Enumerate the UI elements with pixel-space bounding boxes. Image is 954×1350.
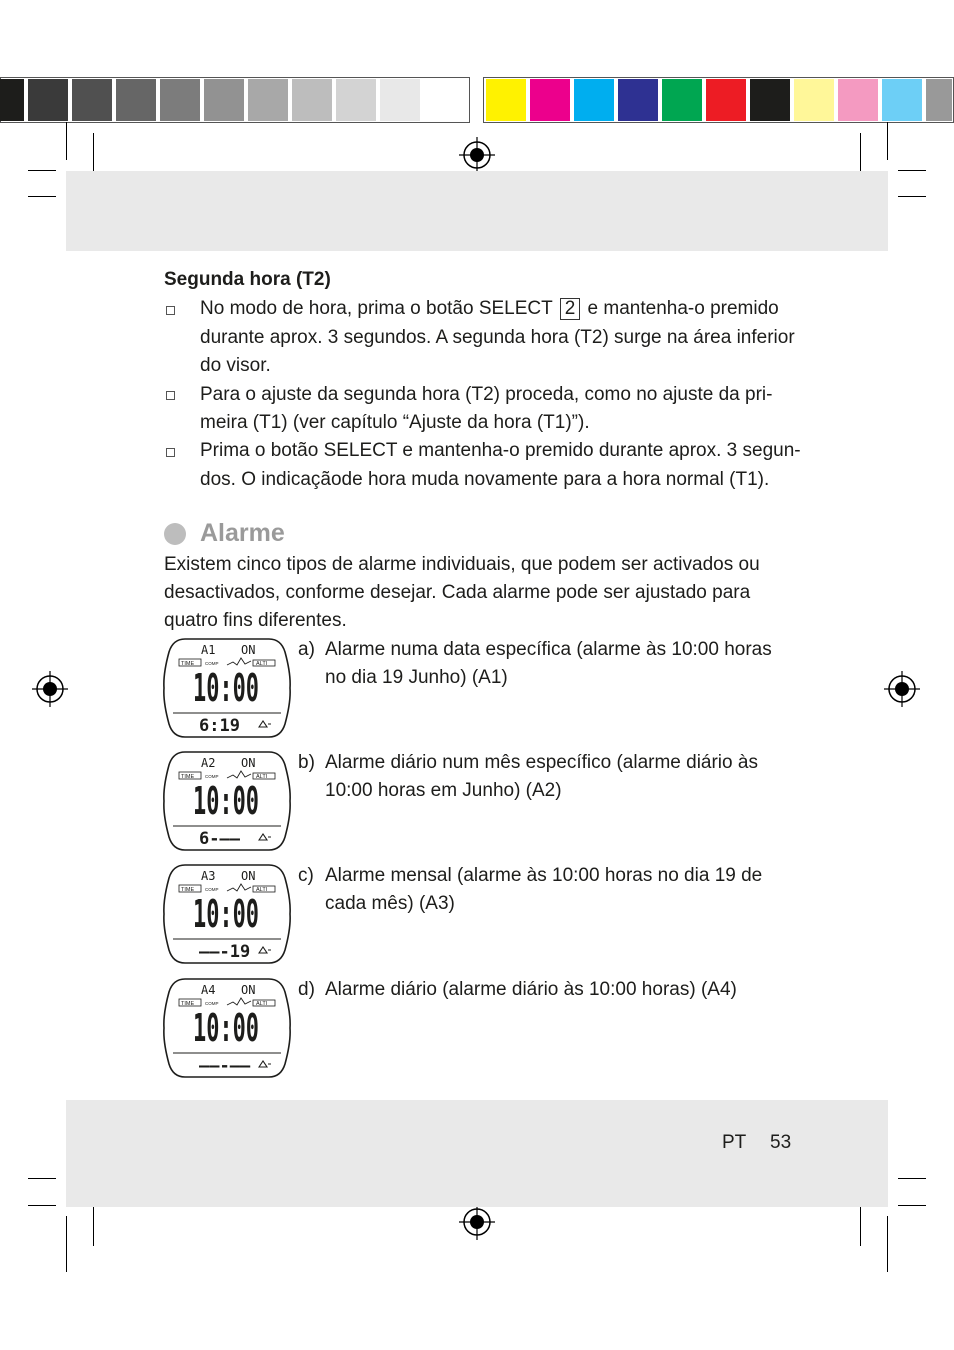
lcd-comp-tag: COMP [205,661,219,666]
bullet-text-line: meira (T1) (ver capítulo “Ajuste da hora (T1)”). [200,412,590,433]
bullet-icon [166,391,175,400]
color-swatch [926,79,952,121]
bullet-text-line: Para o ajuste da segunda hora (T2) proceda, como no ajuste da pri- [200,384,773,405]
section-dot-icon [164,523,186,545]
lcd-alti-tag: ALTI [256,661,268,667]
item-marker: a) [298,639,315,660]
gray-swatch [116,79,156,121]
bullet-text-line: do visor. [200,355,271,376]
item-text-line: Alarme diário num mês específico (alarme diário às [325,752,758,773]
bullet-icon [166,448,175,457]
registration-mark-icon [884,671,920,707]
lcd-face [163,978,291,1078]
item-text-line: Alarme mensal (alarme às 10:00 horas no dia 19 de [325,865,763,886]
lcd-face [163,638,291,738]
bullet-text-line: durante aprox. 3 segundos. A segunda hora (T2) surge na área inferior [200,327,795,348]
lcd-main-time: 10:00 [193,1006,259,1050]
lcd-comp-tag: COMP [205,887,219,892]
lcd-face [163,864,291,964]
item-marker: c) [298,865,314,886]
gray-swatch [0,79,24,121]
intro-line: Existem cinco tipos de alarme individuais, que podem ser activados ou [164,554,760,575]
bullet-text-line: Prima o botão SELECT e mantenha-o premido durante aprox. 3 segun- [200,440,801,461]
lcd-date-readout: ‒‒-19 [199,942,251,962]
gray-swatch [292,79,332,121]
button-key-label: 2 [560,298,581,320]
lcd-display-a2 [163,751,291,851]
footer-page-number: 53 [770,1132,792,1153]
item-marker: d) [298,979,315,1000]
lcd-alarm-label: A3 [201,869,216,883]
item-text-line: 10:00 horas em Junho) (A2) [325,780,562,801]
lcd-alti-tag: ALTI [256,774,268,780]
gray-swatch [380,79,420,121]
footer-language: PT [722,1132,747,1153]
lcd-time-tag: TIME [181,1001,195,1007]
lcd-alarm-state: ON [241,983,256,997]
alarm-heading: Alarme [200,519,285,547]
gray-swatch [28,79,68,121]
gray-swatch [72,79,112,121]
bullet-icon [166,306,175,315]
color-swatch [530,79,570,121]
item-text-line: Alarme numa data específica (alarme às 10:00 horas [325,639,772,660]
lcd-time-tag: TIME [181,887,195,893]
color-swatch [750,79,790,121]
lcd-alarm-label: A2 [201,756,216,770]
section-heading: Segunda hora (T2) [164,269,331,290]
item-marker: b) [298,752,315,773]
lcd-date-readout: ‒‒-‒‒ [199,1056,251,1076]
footer-band [66,1100,888,1207]
color-swatch [662,79,702,121]
color-swatch [794,79,834,121]
lcd-alarm-state: ON [241,756,256,770]
lcd-display-a1 [163,638,291,738]
color-swatch [574,79,614,121]
lcd-alarm-label: A1 [201,643,216,657]
item-text-line: no dia 19 Junho) (A1) [325,667,508,688]
lcd-time-tag: TIME [181,661,195,667]
lcd-alti-tag: ALTI [256,1001,268,1007]
lcd-date-readout: 6:19 [199,716,240,736]
lcd-main-time: 10:00 [193,666,259,710]
header-band [66,171,888,251]
item-text-line: cada mês) (A3) [325,893,455,914]
lcd-time-tag: TIME [181,774,195,780]
lcd-comp-tag: COMP [205,1001,219,1006]
registration-mark-icon [459,1204,495,1240]
gray-swatch [248,79,288,121]
intro-line: desactivados, conforme desejar. Cada alarme pode ser ajustado para [164,582,751,603]
lcd-comp-tag: COMP [205,774,219,779]
item-text-line: Alarme diário (alarme diário às 10:00 horas) (A4) [325,979,737,1000]
bullet-text-line: No modo de hora, prima o botão SELECT 2 e mantenha-o premido [200,298,779,319]
lcd-display-a4 [163,978,291,1078]
lcd-main-time: 10:00 [193,892,259,936]
lcd-alti-tag: ALTI [256,887,268,893]
lcd-date-readout: 6-‒‒ [199,829,240,849]
intro-line: quatro fins diferentes. [164,610,347,631]
gray-swatch [336,79,376,121]
gray-swatch [160,79,200,121]
color-swatch [838,79,878,121]
gray-swatch [204,79,244,121]
lcd-alarm-label: A4 [201,983,216,997]
lcd-face [163,751,291,851]
lcd-main-time: 10:00 [193,779,259,823]
registration-mark-icon [459,137,495,173]
lcd-alarm-state: ON [241,869,256,883]
color-swatch [618,79,658,121]
color-swatch [706,79,746,121]
registration-mark-icon [32,671,68,707]
color-swatch [486,79,526,121]
lcd-display-a3 [163,864,291,964]
bullet-text-line: dos. O indicaçãode hora muda novamente para a hora normal (T1). [200,469,770,490]
gray-swatch [424,79,464,121]
color-swatch [882,79,922,121]
lcd-alarm-state: ON [241,643,256,657]
